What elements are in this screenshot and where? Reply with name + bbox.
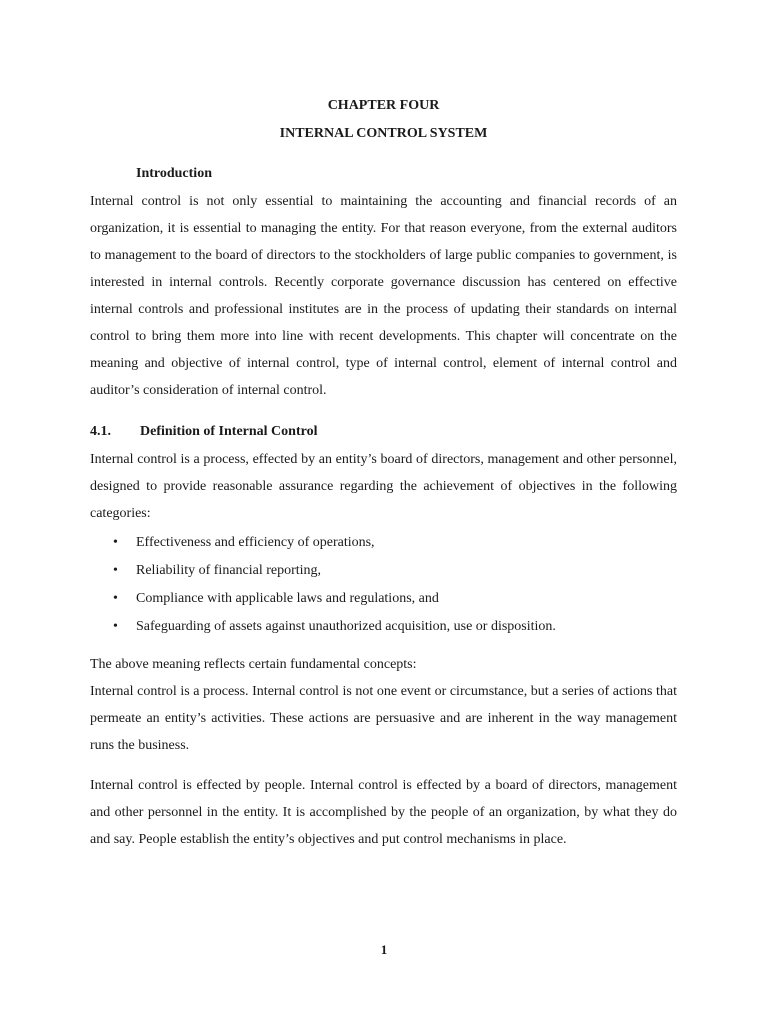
page-number: 1	[380, 942, 388, 957]
list-item	[90, 585, 677, 613]
concept-people-paragraph: Internal control is effected by people. Internal control is effected by a board of directors, management and other personnel in the entity. It is accomplished by the people of an organization, by what they do and say. People establish the entity’s objectives and put control mechanisms in place.	[90, 778, 677, 847]
bullet-icon: •	[113, 619, 118, 634]
bullet-icon: •	[113, 535, 118, 550]
concepts-intro: The above meaning reflects certain fundamental concepts:	[90, 657, 417, 672]
definition-paragraph: Internal control is a process, effected by an entity’s board of directors, management and other personnel, designed to provide reasonable assurance regarding the achievement of objectives in the following categories:	[90, 452, 677, 521]
section-heading	[90, 418, 677, 446]
list-item-text: Reliability of financial reporting,	[136, 563, 322, 578]
chapter-title: CHAPTER FOUR	[327, 98, 440, 113]
list-item	[90, 557, 677, 585]
chapter-subtitle: INTERNAL CONTROL SYSTEM	[279, 126, 488, 141]
list-item-text: Compliance with applicable laws and regulations, and	[136, 591, 439, 606]
objectives-list	[90, 529, 677, 641]
list-item	[90, 529, 677, 557]
bullet-icon: •	[113, 563, 118, 578]
introduction-heading: Introduction	[136, 166, 212, 181]
section-number: 4.1.	[90, 424, 111, 439]
section-title: Definition of Internal Control	[140, 424, 318, 439]
list-item	[90, 613, 677, 641]
bullet-icon: •	[113, 591, 118, 606]
list-item-text: Safeguarding of assets against unauthorized acquisition, use or disposition.	[136, 619, 556, 634]
introduction-paragraph: Internal control is not only essential to maintaining the accounting and financial records of an organization, it is essential to managing the entity. For that reason everyone, from the external auditors to management to the board of directors to the stockholders of large public companies to government, is interested in internal controls. Recently corporate governance discussion has centered on effective internal controls and professional institutes are in the process of updating their standards on internal control to bring them more into line with recent developments. This chapter will concentrate on the meaning and objective of internal control, type of internal control, element of internal control and auditor’s consideration of internal control.	[90, 194, 677, 398]
list-item-text: Effectiveness and efficiency of operations,	[136, 535, 375, 550]
document-page	[90, 92, 677, 853]
concept-process-paragraph: Internal control is a process. Internal control is not one event or circumstance, but a series of actions that permeate an entity’s activities. These actions are persuasive and are inherent in the way management runs the business.	[90, 684, 677, 753]
